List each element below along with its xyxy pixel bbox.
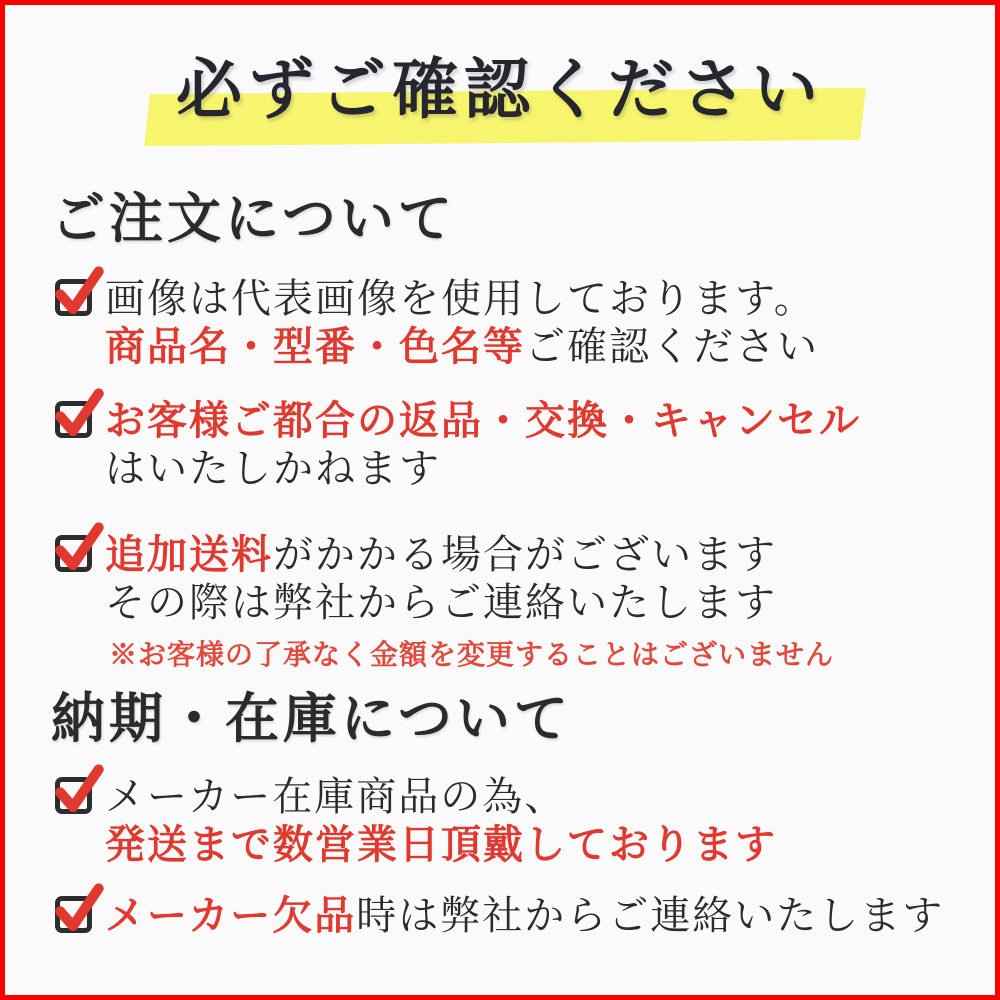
price-change-footnote: ※お客様の了承なく金額を変更することはございません (109, 638, 835, 671)
item-line (105, 892, 944, 940)
text-segment: 発送まで数営業日頂戴しております (105, 821, 777, 868)
text-segment: メーカー欠品 (105, 892, 357, 939)
item-line (105, 821, 777, 869)
text-segment: お客様ご都合の返品・交換・キャンセル (105, 397, 861, 444)
section-heading-stock: 納期・在庫について (51, 686, 572, 750)
text-segment: メーカー在庫商品の為、 (105, 774, 567, 820)
list-item (55, 892, 944, 940)
item-line (105, 323, 819, 371)
page-title: 必ずご確認ください (176, 50, 824, 128)
checked-checkbox-icon (55, 535, 92, 572)
text-segment: 商品名・型番・色名等 (105, 323, 525, 370)
check-icon (51, 882, 106, 937)
list-item (55, 531, 777, 627)
list-item (55, 275, 819, 371)
item-line (105, 397, 861, 445)
item-line (105, 445, 861, 493)
item-text (105, 397, 861, 493)
list-item (55, 773, 777, 869)
check-icon (51, 387, 106, 442)
item-text (105, 773, 777, 869)
text-segment: 画像は代表画像を使用しております。 (105, 276, 816, 322)
item-text (105, 531, 777, 627)
checked-checkbox-icon (55, 777, 92, 814)
item-text (105, 892, 944, 940)
item-line (105, 773, 777, 821)
text-segment: 時は弊社からご連絡いたします (356, 893, 945, 939)
section-heading-orders: ご注文について (51, 186, 456, 250)
checked-checkbox-icon (55, 896, 92, 933)
text-segment: その際は弊社からご連絡いたします (105, 580, 777, 626)
text-segment: がかかる場合がございます (273, 532, 777, 578)
item-line (105, 579, 777, 627)
text-segment: はいたしかねます (105, 446, 441, 492)
check-icon (51, 521, 106, 576)
item-text (105, 275, 819, 371)
checked-checkbox-icon (55, 279, 92, 316)
check-icon (51, 265, 106, 320)
checked-checkbox-icon (55, 401, 92, 438)
text-segment: 追加送料 (105, 531, 273, 578)
item-line (105, 531, 777, 579)
list-item (55, 397, 861, 493)
item-line (105, 275, 819, 323)
check-icon (51, 763, 106, 818)
text-segment: ご確認ください (525, 324, 819, 370)
